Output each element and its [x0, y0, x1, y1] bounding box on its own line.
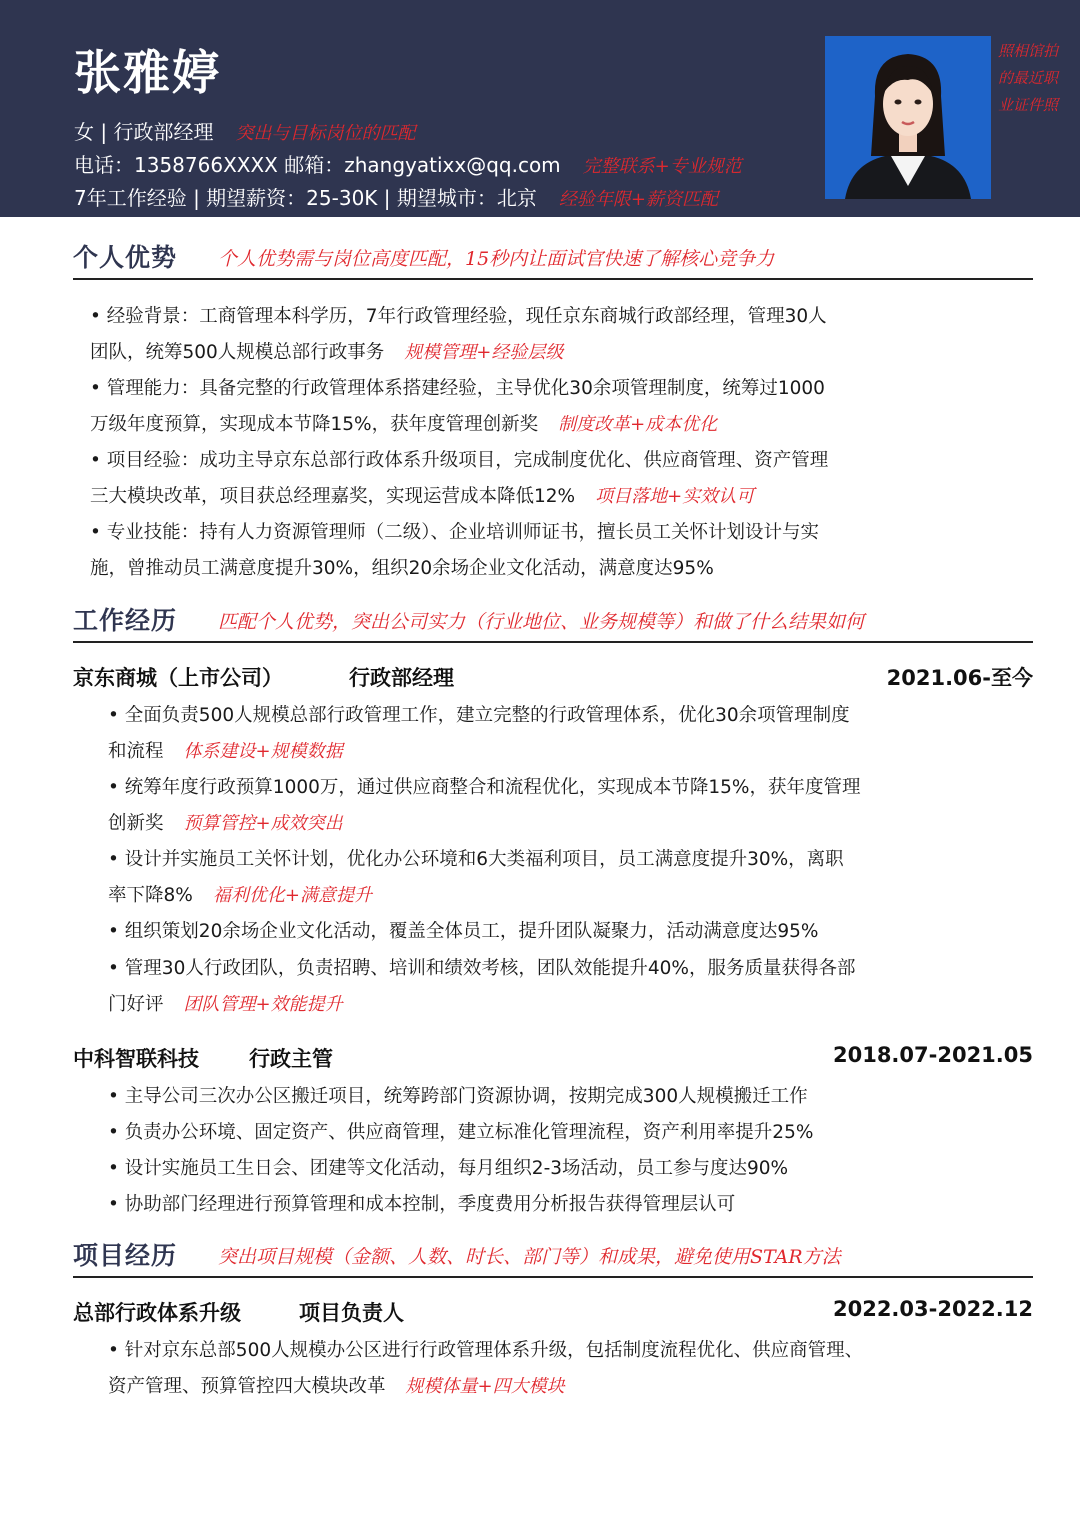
- project-header: [73, 1297, 1033, 1331]
- annotation-note: 经验年限+薪资匹配: [558, 189, 718, 210]
- bullet-line: • 主导公司三次办公区搬迁项目，统筹跨部门资源协调，按期完成300人规模搬迁工作: [108, 1086, 808, 1107]
- bullet-text: 资产管理、预算管控四大模块改革: [108, 1376, 386, 1397]
- candidate-name: 张雅婷: [74, 46, 221, 101]
- bullet-text: 创新奖: [108, 813, 164, 834]
- bullet-text: 和流程: [108, 741, 164, 762]
- annotation-note: 项目落地+实效认可: [595, 486, 755, 507]
- bullet-line: [108, 734, 988, 770]
- project-name: 总部行政体系升级: [73, 1301, 241, 1325]
- section-title: 个人优势: [73, 243, 178, 272]
- annotation-note: 规模体量+四大模块: [405, 1376, 565, 1397]
- advantage-item: [90, 299, 990, 371]
- bullet-text: 万级年度预算，实现成本节降15%，获年度管理创新奖: [90, 414, 539, 435]
- section-annotation-note: 突出项目规模（金额、人数、时长、部门等）和成果，避免使用STAR方法: [218, 1246, 841, 1268]
- job-header: [73, 662, 1033, 696]
- company-name: 中科智联科技: [73, 1047, 199, 1071]
- bullet-text: 三大模块改革，项目获总经理嘉奖，实现运营成本降低12%: [90, 486, 576, 507]
- annotation-note: 体系建设+规模数据: [183, 741, 343, 762]
- bullet-line: [90, 407, 990, 443]
- job-bullet: [108, 842, 988, 914]
- annotation-note: 团队管理+效能提升: [183, 994, 343, 1015]
- annotation-note: 完整联系+专业规范: [582, 156, 742, 177]
- bullet-line: [108, 1369, 988, 1405]
- bullet-text: 门好评: [108, 994, 164, 1015]
- bullet-line: • 全面负责500人规模总部行政管理工作，建立完整的行政管理体系，优化30余项管理制度: [108, 705, 850, 726]
- job-bullet: [108, 698, 988, 770]
- project-date: 2022.03-2022.12: [832, 1297, 1033, 1321]
- bullet-line: • 组织策划20余场企业文化活动，覆盖全体员工，提升团队凝聚力，活动满意度达95%: [108, 921, 819, 942]
- advantage-item: [90, 515, 990, 587]
- job-header: [73, 1043, 1033, 1077]
- section-annotation-note: 匹配个人优势，突出公司实力（行业地位、业务规模等）和做了什么结果如何: [218, 611, 865, 633]
- project-bullet: [108, 1333, 988, 1405]
- section-annotation-note: 个人优势需与岗位高度匹配，15秒内让面试官快速了解核心竞争力: [218, 248, 775, 270]
- bullet-line: • 针对京东总部500人规模办公区进行行政管理体系升级，包括制度流程优化、供应商管理、: [108, 1340, 864, 1361]
- bullet-line: [108, 806, 988, 842]
- bullet-line: • 设计并实施员工关怀计划，优化办公环境和6大类福利项目，员工满意度提升30%，离职: [108, 849, 844, 870]
- section-title: 项目经历: [73, 1241, 178, 1270]
- job-bullet: [108, 951, 988, 1023]
- annotation-note: 规模管理+经验层级: [404, 342, 564, 363]
- job-date: 2018.07-2021.05: [832, 1043, 1033, 1067]
- job-bullet: [108, 1079, 988, 1115]
- bullet-line: [90, 335, 990, 371]
- expectation-text: 7年工作经验 | 期望薪资：25-30K | 期望城市：北京: [74, 186, 537, 210]
- job-bullet: [108, 1115, 988, 1151]
- bullet-line: • 设计实施员工生日会、团建等文化活动，每月组织2-3场活动，员工参与度达90%: [108, 1158, 789, 1179]
- contact-text: 电话：1358766XXXX 邮箱：zhangyatixx@qq.com: [74, 153, 561, 177]
- company-name: 京东商城（上市公司）: [73, 666, 283, 690]
- profile-photo: [825, 36, 991, 199]
- advantage-item: [90, 371, 990, 443]
- annotation-note: 福利优化+满意提升: [212, 885, 372, 906]
- annotation-note: 预算管控+成效突出: [183, 813, 343, 834]
- job-bullet: [108, 770, 988, 842]
- project-role: 项目负责人: [299, 1301, 404, 1325]
- bullet-line: [90, 479, 990, 515]
- projects-section-header: [73, 1234, 1033, 1278]
- gender-title-text: 女 | 行政部经理: [74, 120, 214, 144]
- resume-header: [0, 0, 1080, 217]
- job-bullet: [108, 1187, 988, 1223]
- bullet-line: • 经验背景：工商管理本科学历，7年行政管理经验，现任京东商城行政部经理，管理30人: [90, 306, 827, 327]
- advantages-section-header: [73, 236, 1033, 280]
- job-bullet: [108, 1151, 988, 1187]
- bullet-text: 团队，统筹500人规模总部行政事务: [90, 342, 385, 363]
- bullet-line: • 统筹年度行政预算1000万，通过供应商整合和流程优化，实现成本节降15%，获年度管理: [108, 777, 861, 798]
- bullet-text: 率下降8%: [108, 885, 193, 906]
- bullet-line: [108, 987, 988, 1023]
- bullet-line: [108, 878, 988, 914]
- bullet-line: • 负责办公环境、固定资产、供应商管理，建立标准化管理流程，资产利用率提升25%: [108, 1122, 814, 1143]
- bullet-line: • 专业技能：持有人力资源管理师（二级）、企业培训师证书，擅长员工关怀计划设计与实: [90, 522, 820, 543]
- annotation-note: 制度改革+成本优化: [558, 414, 718, 435]
- portrait-illustration: [825, 36, 991, 199]
- job-title: 行政主管: [249, 1047, 333, 1071]
- job-date: 2021.06-至今: [886, 666, 1033, 690]
- section-title: 工作经历: [73, 606, 178, 635]
- bullet-line: 施，曾推动员工满意度提升30%，组织20余场企业文化活动，满意度达95%: [90, 558, 714, 579]
- bullet-line: • 管理能力：具备完整的行政管理体系搭建经验，主导优化30余项管理制度，统筹过1000: [90, 378, 825, 399]
- expectation-info-line: [74, 182, 718, 211]
- job-bullet: [108, 914, 988, 950]
- photo-annotation-note: 照相馆拍的最近职业证件照: [998, 42, 1059, 114]
- annotation-note: 突出与目标岗位的匹配: [235, 123, 416, 144]
- work-section-header: [73, 599, 1033, 643]
- advantage-item: [90, 443, 990, 515]
- bullet-line: • 管理30人行政团队，负责招聘、培训和绩效考核，团队效能提升40%，服务质量获得各部: [108, 958, 856, 979]
- basic-info-line: [74, 116, 415, 145]
- bullet-line: • 协助部门经理进行预算管理和成本控制，季度费用分析报告获得管理层认可: [108, 1194, 736, 1215]
- bullet-line: • 项目经验：成功主导京东总部行政体系升级项目，完成制度优化、供应商管理、资产管理: [90, 450, 829, 471]
- job-title: 行政部经理: [349, 666, 454, 690]
- contact-info-line: [74, 149, 742, 178]
